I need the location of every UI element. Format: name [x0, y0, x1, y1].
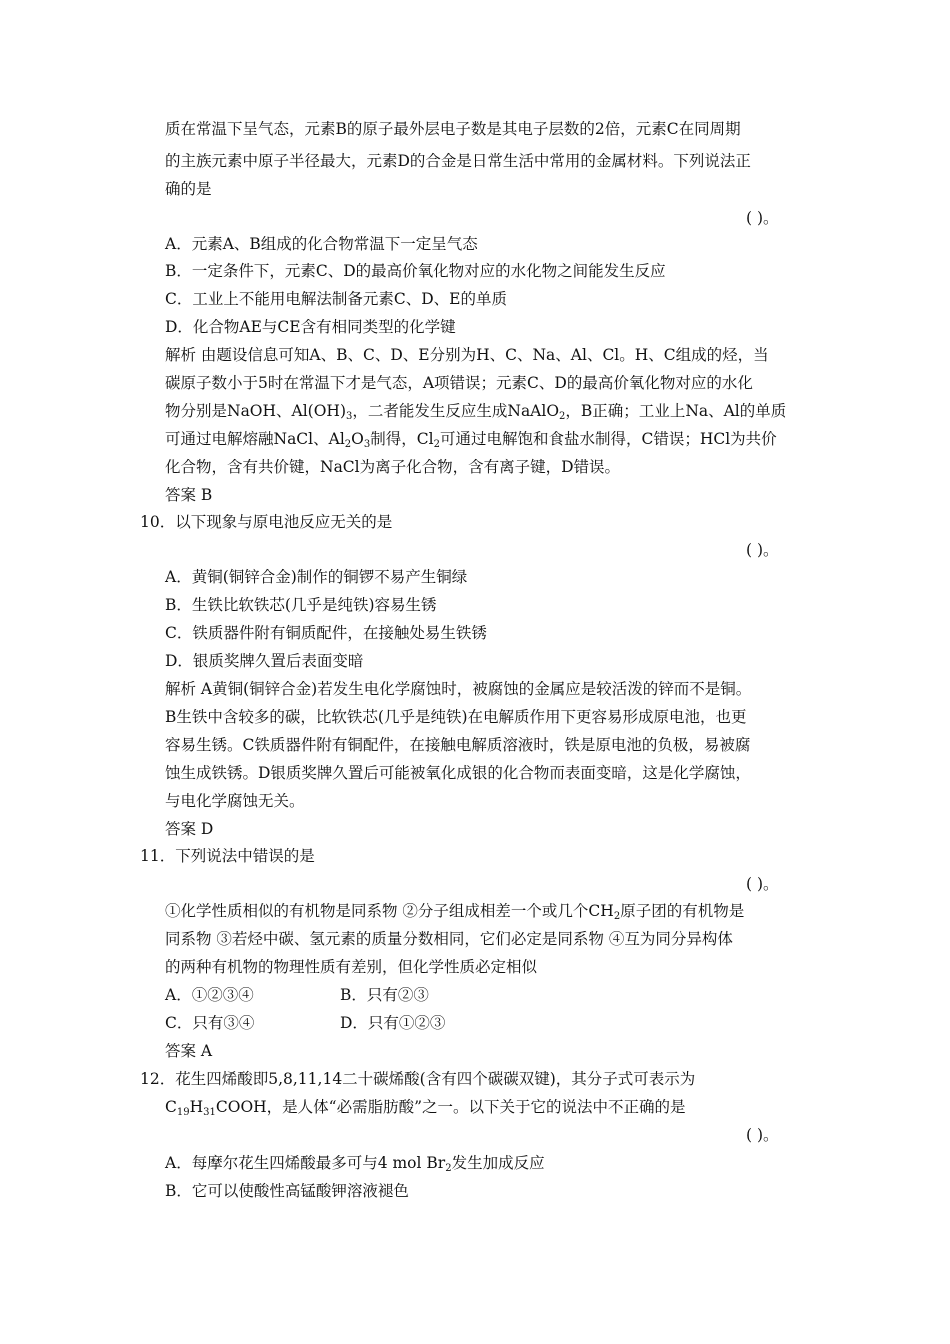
- q11-body-line-3: 的两种有机物的物理性质有差别，但化学性质必定相似: [165, 958, 538, 976]
- q12-stem-line-1: 12．花生四烯酸即5,8,11,14二十碳烯酸(含有四个碳碳双键)，其分子式可表示为: [140, 1070, 696, 1088]
- q11-body-line-1: ①化学性质相似的有机物是同系物 ②分子组成相差一个或几个$CH_2$原子团的有机物是: [165, 902, 745, 922]
- q9-option-b: B．一定条件下，元素C、D的最高价氧化物对应的水化物之间能发生反应: [165, 262, 666, 280]
- q11-answer-blank: ( )。: [746, 875, 779, 893]
- q12-option-a: A．每摩尔花生四烯酸最多可与4 mol $Br_2$发生加成反应: [165, 1154, 545, 1174]
- q10-analysis-line-3: 容易生锈。C铁质器件附有铜配件，在接触电解质溶液时，铁是原电池的负极，易被腐: [165, 736, 751, 754]
- q10-option-b: B．生铁比软铁芯(几乎是纯铁)容易生锈: [165, 596, 437, 614]
- q10-answer-blank: ( )。: [746, 541, 779, 559]
- q9-option-d: D．化合物AE与CE含有相同类型的化学键: [165, 318, 456, 336]
- q11-body-line-2: 同系物 ③若烃中碳、氢元素的质量分数相同，它们必定是同系物 ④互为同分异构体: [165, 930, 733, 948]
- q10-analysis-line-5: 与电化学腐蚀无关。: [165, 792, 305, 810]
- q9-stem-line-3: 确的是: [165, 180, 212, 198]
- q11-option-a: A．①②③④: [165, 986, 254, 1004]
- q11-option-d: D．只有①②③: [340, 1014, 446, 1032]
- q10-option-d: D．银质奖牌久置后表面变暗: [165, 652, 364, 670]
- q9-analysis-line-5: 化合物，含有共价键，NaCl为离子化合物，含有离子键，D错误。: [165, 458, 621, 476]
- q9-analysis-line-4: 可通过电解熔融NaCl、$Al_2O_3$制得，$Cl_2$可通过电解饱和食盐水制得，C错误；HCl为共价: [165, 430, 777, 450]
- q11-stem: 11．下列说法中错误的是: [140, 847, 315, 865]
- q9-analysis-line-2: 碳原子数小于5时在常温下才是气态，A项错误；元素C、D的最高价氧化物对应的水化: [165, 374, 753, 392]
- q9-analysis-line-1: 解析 由题设信息可知A、B、C、D、E分别为H、C、Na、Al、Cl。H、C组成的烃，当: [165, 346, 769, 364]
- q12-stem-line-2: $C_{19}H_{31}COOH$，是人体“必需脂肪酸”之一。以下关于它的说法中不正确的是: [165, 1098, 686, 1118]
- q12-option-b: B．它可以使酸性高锰酸钾溶液褪色: [165, 1182, 409, 1200]
- q12-answer-blank: ( )。: [746, 1126, 779, 1144]
- q10-option-c: C．铁质器件附有铜质配件，在接触处易生铁锈: [165, 624, 487, 642]
- q11-option-b: B．只有②③: [340, 986, 429, 1004]
- q10-stem: 10．以下现象与原电池反应无关的是: [140, 513, 393, 531]
- q10-answer: 答案 D: [165, 820, 214, 838]
- q9-answer-blank: ( )。: [746, 209, 779, 227]
- q11-option-c: C．只有③④: [165, 1014, 255, 1032]
- q9-option-a: A．元素A、B组成的化合物常温下一定呈气态: [165, 235, 478, 253]
- q9-analysis-line-3: 物分别是NaOH、$Al(OH)_3$，二者能发生反应生成NaAlO$_2$，B正确；工业上Na、Al的单质: [165, 402, 787, 422]
- q10-option-a: A．黄铜(铜锌合金)制作的铜锣不易产生铜绿: [165, 568, 468, 586]
- q9-answer: 答案 B: [165, 486, 213, 504]
- q10-analysis-line-1: 解析 A黄铜(铜锌合金)若发生电化学腐蚀时，被腐蚀的金属应是较活泼的锌而不是铜。: [165, 680, 752, 698]
- q10-analysis-line-2: B生铁中含较多的碳，比软铁芯(几乎是纯铁)在电解质作用下更容易形成原电池，也更: [165, 708, 747, 726]
- q9-option-c: C．工业上不能用电解法制备元素C、D、E的单质: [165, 290, 507, 308]
- q9-stem-line-2: 的主族元素中原子半径最大，元素D的合金是日常生活中常用的金属材料。下列说法正: [165, 152, 751, 170]
- q10-analysis-line-4: 蚀生成铁锈。D银质奖牌久置后可能被氧化成银的化合物而表面变暗，这是化学腐蚀，: [165, 764, 751, 782]
- q11-answer: 答案 A: [165, 1042, 213, 1060]
- q9-stem-line-1: 质在常温下呈气态，元素B的原子最外层电子数是其电子层数的2倍，元素C在同周期: [165, 120, 741, 138]
